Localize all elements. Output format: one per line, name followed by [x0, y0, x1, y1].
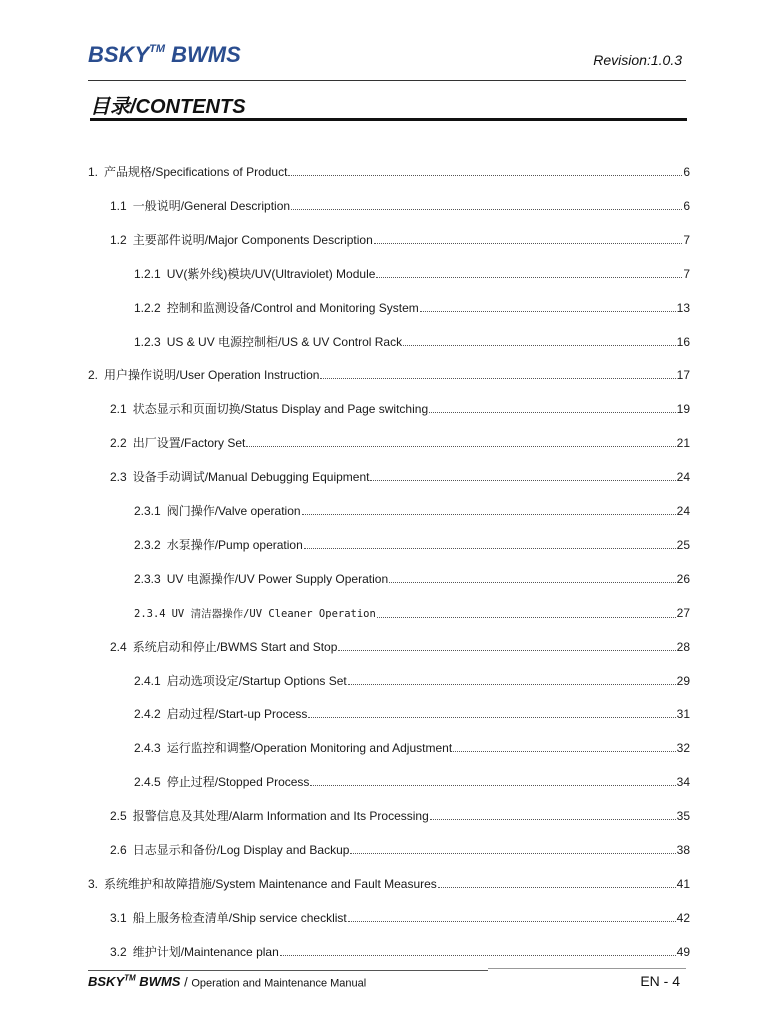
- footer-product: BWMS: [135, 974, 181, 990]
- toc-entry-title: UV 清洁器操作/UV Cleaner Operation: [171, 608, 376, 620]
- toc-entry[interactable]: [88, 367, 690, 383]
- toc-entry-title: UV(紫外线)模块/UV(Ultraviolet) Module: [166, 267, 376, 281]
- toc-dot-leader: [246, 445, 675, 447]
- toc-entry-title: UV 电源操作/UV Power Supply Operation: [166, 572, 389, 586]
- toc-entry-page: 19: [676, 402, 690, 416]
- toc-entry-title: 控制和监测设备/Control and Monitoring System: [166, 301, 419, 315]
- toc-entry-page: 29: [676, 674, 690, 688]
- toc-entry-page: 16: [676, 335, 690, 349]
- toc-entry[interactable]: [134, 503, 690, 519]
- contents-heading: 目录/CONTENTS: [90, 96, 246, 118]
- toc-entry-number: 2.6: [110, 843, 127, 857]
- toc-entry[interactable]: [110, 808, 690, 824]
- toc-entry-page: 24: [676, 470, 690, 484]
- toc-entry-title: 用户操作说明/User Operation Instruction: [104, 368, 320, 382]
- toc-entry-title: 一般说明/General Description: [132, 199, 291, 213]
- product-name: BWMS: [165, 42, 241, 67]
- toc-dot-leader: [308, 716, 675, 718]
- toc-dot-leader: [438, 886, 676, 888]
- footer-brand: BSKY: [88, 974, 125, 990]
- toc-entry[interactable]: [110, 944, 690, 960]
- toc-entry[interactable]: [134, 605, 690, 622]
- toc-entry[interactable]: [110, 198, 690, 214]
- footer-divider-right: [488, 968, 686, 969]
- toc-entry[interactable]: [134, 571, 690, 587]
- toc-dot-leader: [348, 920, 676, 922]
- revision-label: Revision:1.0.3: [593, 52, 682, 68]
- toc-entry-number: 2.: [88, 368, 99, 382]
- toc-entry-number: 2.3.3: [134, 572, 161, 586]
- toc-entry[interactable]: [110, 435, 690, 451]
- toc-entry[interactable]: [110, 639, 690, 655]
- toc-entry-title: 启动过程/Start-up Process: [166, 707, 308, 721]
- toc-entry-title: 水泵操作/Pump operation: [166, 538, 303, 552]
- toc-entry[interactable]: [88, 876, 690, 892]
- toc-entry-page: 35: [676, 809, 690, 823]
- toc-dot-leader: [453, 750, 675, 752]
- document-header-title: [88, 42, 241, 68]
- toc-entry-title: 系统启动和停止/BWMS Start and Stop: [132, 640, 338, 654]
- toc-entry-title: 船上服务检查清单/Ship service checklist: [132, 911, 347, 925]
- toc-entry-number: 3.: [88, 877, 99, 891]
- toc-entry-title: US & UV 电源控制柜/US & UV Control Rack: [166, 335, 403, 349]
- toc-dot-leader: [280, 954, 676, 956]
- toc-entry-number: 2.2: [110, 436, 127, 450]
- toc-entry[interactable]: [134, 266, 690, 282]
- toc-entry-page: 7: [683, 267, 690, 281]
- trademark-mark: TM: [149, 42, 166, 55]
- toc-dot-leader: [304, 547, 676, 549]
- toc-entry-number: 1.1: [110, 199, 127, 213]
- toc-entry[interactable]: [134, 537, 690, 553]
- toc-entry-page: 27: [676, 606, 690, 620]
- toc-entry-page: 13: [676, 301, 690, 315]
- toc-dot-leader: [376, 276, 682, 278]
- toc-entry[interactable]: [110, 469, 690, 485]
- toc-entry-number: 2.3.1: [134, 504, 161, 518]
- toc-entry-number: 2.3.4: [134, 608, 166, 620]
- toc-dot-leader: [430, 818, 676, 820]
- toc-entry-number: 3.2: [110, 945, 127, 959]
- toc-dot-leader: [370, 479, 675, 481]
- toc-dot-leader: [320, 377, 675, 379]
- toc-entry-page: 41: [676, 877, 690, 891]
- toc-entry-number: 3.1: [110, 911, 127, 925]
- toc-entry-page: 7: [683, 233, 690, 247]
- toc-dot-leader: [350, 852, 675, 854]
- toc-dot-leader: [420, 310, 676, 312]
- toc-entry-title: 产品规格/Specifications of Product: [104, 165, 288, 179]
- toc-entry-title: 系统维护和故障措施/System Maintenance and Fault Measures: [104, 877, 437, 891]
- toc-dot-leader: [403, 344, 676, 346]
- toc-entry-title: 出厂设置/Factory Set: [132, 436, 246, 450]
- toc-entry-page: 6: [683, 165, 690, 179]
- toc-entry-number: 2.4.5: [134, 775, 161, 789]
- toc-entry[interactable]: [134, 673, 690, 689]
- toc-entry-title: 启动选项设定/Startup Options Set: [166, 674, 347, 688]
- toc-entry-number: 1.2.1: [134, 267, 161, 281]
- toc-entry-title: 停止过程/Stopped Process: [166, 775, 310, 789]
- toc-entry-number: 2.4.3: [134, 741, 161, 755]
- toc-dot-leader: [291, 208, 682, 210]
- toc-entry-number: 2.1: [110, 402, 127, 416]
- toc-entry-page: 6: [683, 199, 690, 213]
- toc-entry[interactable]: [134, 706, 690, 722]
- toc-entry-title: 设备手动调试/Manual Debugging Equipment: [132, 470, 370, 484]
- toc-entry-title: 日志显示和备份/Log Display and Backup: [132, 843, 350, 857]
- toc-entry-number: 1.2.2: [134, 301, 161, 315]
- footer-divider-left: [88, 970, 488, 971]
- contents-heading-rule: [90, 118, 687, 121]
- toc-entry[interactable]: [134, 300, 690, 316]
- footer-separator: /: [180, 974, 192, 990]
- toc-dot-leader: [389, 581, 676, 583]
- toc-entry[interactable]: [134, 334, 690, 350]
- toc-entry-page: 17: [676, 368, 690, 382]
- footer-subtitle: Operation and Maintenance Manual: [191, 977, 367, 990]
- toc-entry-title: 主要部件说明/Major Components Description: [132, 233, 373, 247]
- toc-entry-number: 2.3: [110, 470, 127, 484]
- toc-entry[interactable]: [110, 401, 690, 417]
- toc-entry-number: 1.2: [110, 233, 127, 247]
- toc-entry-page: 49: [676, 945, 690, 959]
- toc-entry-number: 2.4: [110, 640, 127, 654]
- toc-entry-page: 42: [676, 911, 690, 925]
- toc-dot-leader: [310, 784, 675, 786]
- toc-dot-leader: [348, 683, 676, 685]
- toc-entry-page: 34: [676, 775, 690, 789]
- toc-entry-page: 21: [676, 436, 690, 450]
- toc-entry-page: 25: [676, 538, 690, 552]
- toc-entry-page: 28: [676, 640, 690, 654]
- toc-entry[interactable]: [110, 842, 690, 858]
- toc-entry-number: 1.: [88, 165, 99, 179]
- toc-dot-leader: [338, 649, 675, 651]
- page-number: EN - 4: [640, 973, 680, 989]
- toc-entry-number: 2.5: [110, 809, 127, 823]
- toc-dot-leader: [302, 513, 676, 515]
- toc-entry-title: 运行监控和调整/Operation Monitoring and Adjustment: [166, 741, 453, 755]
- toc-entry[interactable]: [110, 910, 690, 926]
- toc-dot-leader: [377, 616, 676, 618]
- toc-entry-title: 阀门操作/Valve operation: [166, 504, 301, 518]
- toc-entry-number: 1.2.3: [134, 335, 161, 349]
- toc-entry-number: 2.4.1: [134, 674, 161, 688]
- toc-entry[interactable]: [134, 774, 690, 790]
- toc-entry-number: 2.4.2: [134, 707, 161, 721]
- toc-entry-number: 2.3.2: [134, 538, 161, 552]
- toc-dot-leader: [429, 411, 676, 413]
- toc-entry-page: 38: [676, 843, 690, 857]
- toc-entry-page: 32: [676, 741, 690, 755]
- brand-name: BSKY: [88, 42, 150, 67]
- toc-entry-title: 报警信息及其处理/Alarm Information and Its Processing: [132, 809, 429, 823]
- toc-entry-title: 状态显示和页面切换/Status Display and Page switching: [132, 402, 429, 416]
- header-divider: [88, 80, 686, 81]
- toc-entry[interactable]: [110, 232, 690, 248]
- toc-entry-page: 31: [676, 707, 690, 721]
- toc-entry[interactable]: [88, 164, 690, 180]
- toc-entry-page: 26: [676, 572, 690, 586]
- toc-dot-leader: [288, 174, 682, 176]
- toc-entry-page: 24: [676, 504, 690, 518]
- footer-trademark: TM: [124, 974, 136, 983]
- footer-title: [88, 974, 366, 989]
- toc-dot-leader: [374, 242, 683, 244]
- toc-entry-title: 维护计划/Maintenance plan: [132, 945, 279, 959]
- toc-entry[interactable]: [134, 740, 690, 756]
